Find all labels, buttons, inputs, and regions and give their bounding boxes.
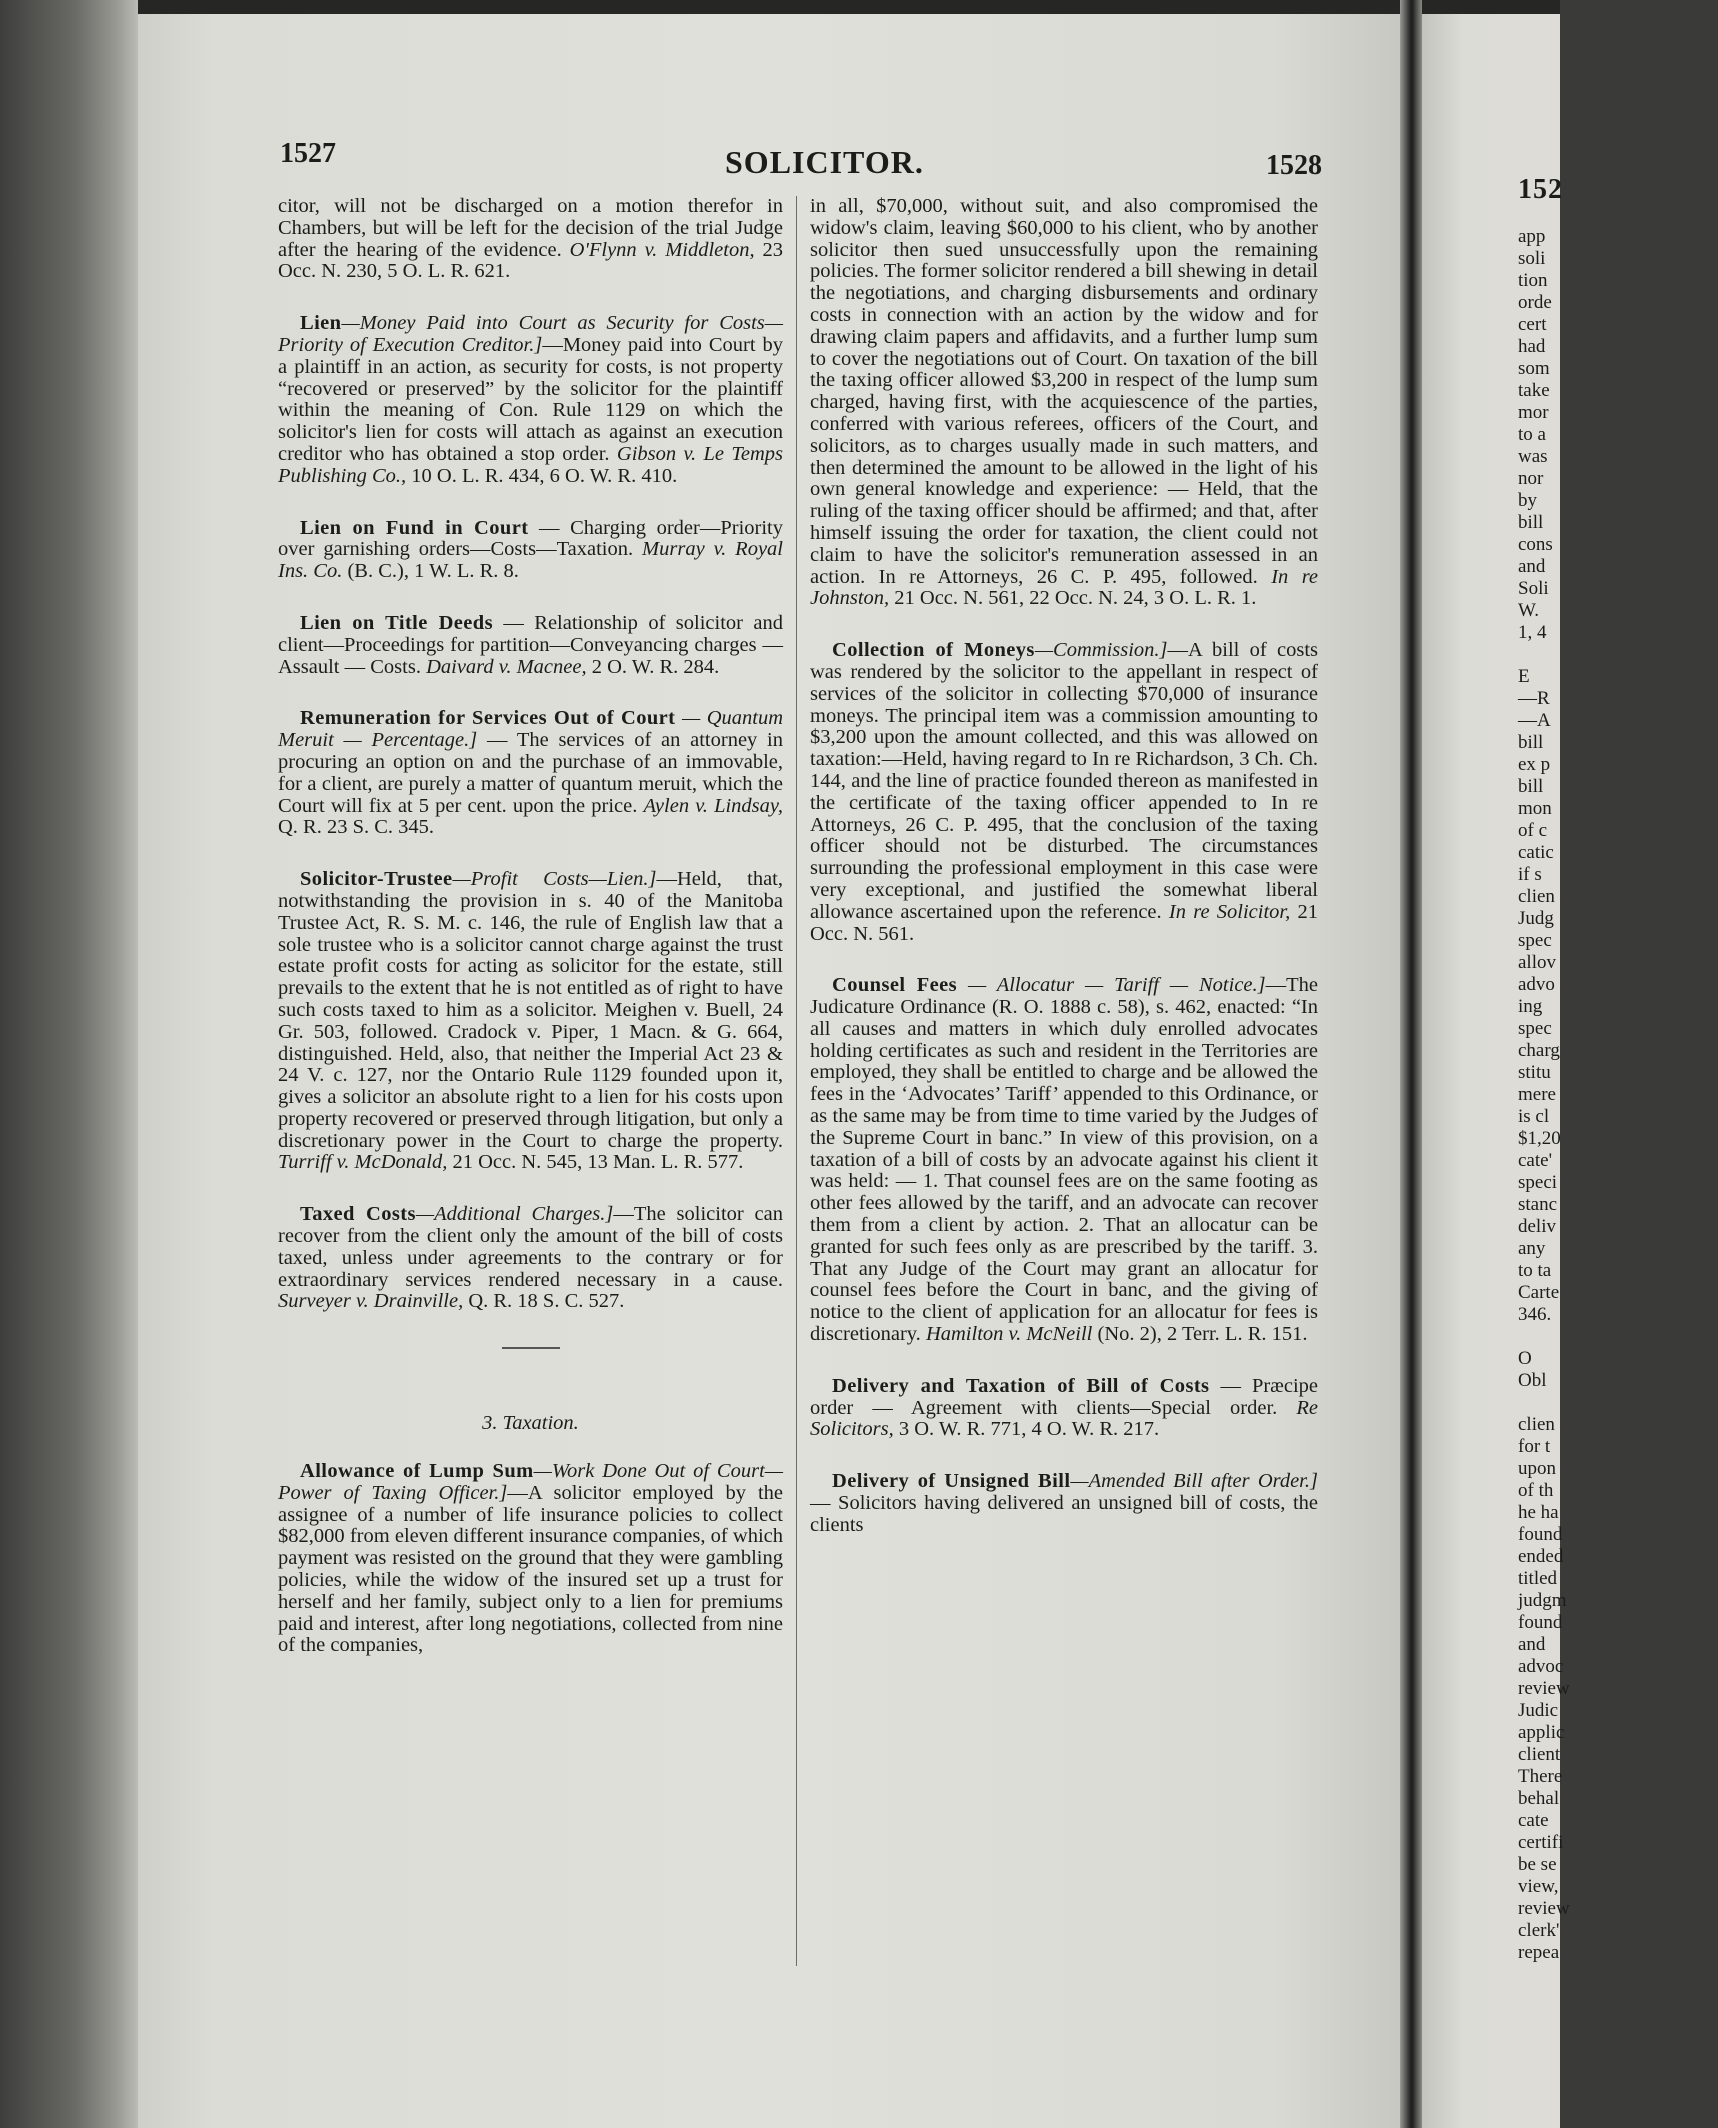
entry-continuation: citor, will not be discharged on a motion therefor in Chambers, but will be left for the decision of the trial Judge after the hearing of the evidence. O'Flynn v. Middleton, 23 Occ. N. 230, 5 O. L. R. 621. [278, 195, 784, 283]
entry-heading: Lien [300, 312, 342, 335]
page-header [0, 130, 1560, 180]
entry-remuneration: Remuneration for Services Out of Court — Quantum Meruit — Percentage.] — The services of an attorney in procuring an option on and the purchase of an immovable, for a client, are purely a matter of quantum meruit, which the Court will fix at 5 per cent. upon the price. Aylen v. Lindsay, Q. R. 23 S. C. 345. [278, 707, 783, 839]
book-spine [1400, 0, 1422, 2128]
entry-heading: Counsel Fees [832, 974, 958, 997]
column-rule [796, 196, 797, 1966]
entry-solicitor-trustee: Solicitor-Trustee—Profit Costs—Lien.]—Held, that, notwithstanding the provision in s. 40 of the Manitoba Trustee Act, R. S. M. c. 146, the rule of English law that a sole trustee who is a solicitor cannot charge against the trust estate profit costs for acting as solicitor for the estate, still prevails to the extent that he is not entitled as of right to have such costs taxed to him as a solicitor. Meighen v. Buell, 24 Gr. 503, followed. Cradock v. Piper, 1 Macn. & G. 664, distinguished. Held, also, that neither the Imperial Act 23 & 24 V. c. 127, nor the Ontario Rule 1129 founded upon it, gives a solicitor an absolute right to a lien for his costs upon property recovered or preserved through litigation, but only a discretionary power in the Court to charge the property. Turriff v. McDonald, 21 Occ. N. 545, 13 Man. L. R. 577. [278, 868, 784, 1174]
entry-collection-moneys: Collection of Moneys—Commission.]—A bill of costs was rendered by the solicitor to the appellant in respect of services of the solicitor in collecting $70,000 of insurance moneys. The principal item was a commission amounting to $3,200 upon the amount collected, and this was allowed on taxation:—Held, having regard to In re Richardson, 3 Ch. Ch. 144, and the line of practice founded thereon as manifested in the certificate of the taxing officer appended to In re Attorneys, 26 C. P. 495, that the conclusion of the taxing officer should not be disturbed. The circumstances surrounding the professional employment in this case were very exceptional, and justified the somewhat liberal allowance ascertained upon the reference. In re Solicitor, 21 Occ. N. 561. [810, 639, 1318, 945]
entry-heading: Solicitor-Trustee [300, 868, 453, 891]
next-page-number: 152 [1518, 174, 1563, 205]
entry-heading: Lien on Title Deeds [300, 611, 493, 634]
right-column [810, 196, 1318, 1567]
left-column [278, 196, 783, 1687]
entry-lien: Lien—Money Paid into Court as Security for Costs—Priority of Execution Creditor.]—Money paid into Court by a plaintiff in an action, as security for costs, is not property “recovered or preserved” by the solicitor for the plaintiff within the meaning of Con. Rule 1129 on which the solicitor's lien for costs will attach as against an execution creditor who has obtained a stop order. Gibson v. Le Temps Publishing Co., 10 O. L. R. 434, 6 O. W. R. 410. [278, 312, 783, 487]
entry-heading: Collection of Moneys [832, 639, 1035, 662]
entry-heading: Allowance of Lump Sum [300, 1460, 534, 1483]
entry-heading: Delivery and Taxation of Bill of Costs [832, 1374, 1210, 1397]
section-title: 3. Taxation. [482, 1412, 579, 1435]
entry-lien-title-deeds: Lien on Title Deeds — Relationship of solicitor and client—Proceedings for partition—Conveyancing charges — Assault — Costs. Daivard v. Macnee, 2 O. W. R. 284. [278, 611, 783, 678]
entry-delivery-taxation: Delivery and Taxation of Bill of Costs — Præcipe order — Agreement with clients—Special order. Re Solicitors, 3 O. W. R. 771, 4 O. W. R. 217. [810, 1374, 1319, 1441]
entry-lien-fund: Lien on Fund in Court — Charging order—Priority over garnishing orders—Costs—Taxation. Murray v. Royal Ins. Co. (B. C.), 1 W. L. R. 8. [278, 516, 783, 583]
left-page-number: 1527 [280, 138, 336, 169]
entry-heading: Remuneration for Services Out of Court [300, 707, 676, 730]
running-head: SOLICITOR. [725, 144, 924, 180]
entry-allowance-lump-sum: Allowance of Lump Sum—Work Done Out of Court—Power of Taxing Officer.]—A solicitor employed by the assignee of a number of life insurance policies to collect $82,000 from eleven different insurance companies, of which payment was resisted on the ground that they were gambling policies, while the widow of the insured set up a trust for herself and her family, subject only to a lien for premiums paid and interest, after long negotiations, collected from nine of the companies, [278, 1460, 783, 1657]
section-separator [502, 1347, 560, 1349]
next-page-text: app soli tion orde cert had som take mor to a was nor by bill cons and Soli W. 1, 4 E —R —A bill ex p bill mon of c catic if s clien Judg spec allov advo ing spec charg stitu mere is cl $1,20 cate' speci stanc deliv any to ta Carte 346. O Obl clien for t upon of th he ha found ended titled judgm found and advoc review Judic applic client There behal cate certifi be se view, review clerk' repea [1518, 226, 1570, 1963]
entry-heading: Lien on Fund in Court [300, 516, 529, 539]
entry-counsel-fees: Counsel Fees — Allocatur — Tariff — Notice.]—The Judicature Ordinance (R. O. 1888 c. 58), s. 462, enacted: “In all causes and matters in which duly enrolled advocates holding certificates as such and resident in the Territories are employed, they shall be entitled to charge and be allowed the fees in the ‘Advocates’ Tariff’ appended to this Ordinance, or as the same may be from time to time varied by the Judges of the Supreme Court in banc.” In view of this provision, on a taxation of a bill of costs by an advocate against his client it was held: — 1. That counsel fees are on the same footing as other fees allowed by the tariff, and an advocate can recover them from a client by action. 2. That an allocatur can be granted for such fees only as are prescribed by the tariff. 3. That any Judge of the Court may grant an allocatur for counsel fees before the Court in banc, and the giving of notice to the client of application for an allocatur for fees is discretionary. Hamilton v. McNeill (No. 2), 2 Terr. L. R. 151. [810, 974, 1318, 1346]
next-page-fragment [1422, 14, 1570, 2128]
entry-heading: Delivery of Unsigned Bill [832, 1470, 1071, 1493]
entry-heading: Taxed Costs [300, 1203, 416, 1226]
entry-unsigned-bill: Delivery of Unsigned Bill—Amended Bill after Order.] — Solicitors having delivered an unsigned bill of costs, the clients [810, 1470, 1318, 1536]
right-page-number: 1528 [1266, 150, 1322, 181]
entry-taxed-costs: Taxed Costs—Additional Charges.]—The solicitor can recover from the client only the amount of the bill of costs taxed, unless under agreements to the contrary or for extraordinary services rendered necessary in a cause. Surveyer v. Drainville, Q. R. 18 S. C. 527. [278, 1203, 784, 1313]
entry-continuation: in all, $70,000, without suit, and also compromised the widow's claim, leaving $60,000 to his client, who by another solicitor then sued unsuccessfully upon the remaining policies. The former solicitor rendered a bill shewing in detail the negotiations, and charging disbursements and ordinary costs in connection with an action by the widow and for drawing claim papers and affidavits, and a further lump sum to cover the negotiations out of Court. On taxation of the bill the taxing officer allowed $3,200 in respect of the lump sum charged, having first, with the acquiescence of the parties, conferred with various referees, officers of the Court, and solicitors, as to charges usually made in such matters, and then determined the amount to be allowed in the light of his own general knowledge and experience: — Held, that the ruling of the taxing officer should be affirmed; and that, after himself issuing the order for taxation, the client could not claim to have the solicitor's remuneration assessed in an action. In re Attorneys, 26 C. P. 495, followed. In re Johnston, 21 Occ. N. 561, 22 Occ. N. 24, 3 O. L. R. 1. [810, 195, 1319, 610]
scan-top-edge [0, 0, 1560, 14]
book-left-edge [0, 0, 138, 2128]
